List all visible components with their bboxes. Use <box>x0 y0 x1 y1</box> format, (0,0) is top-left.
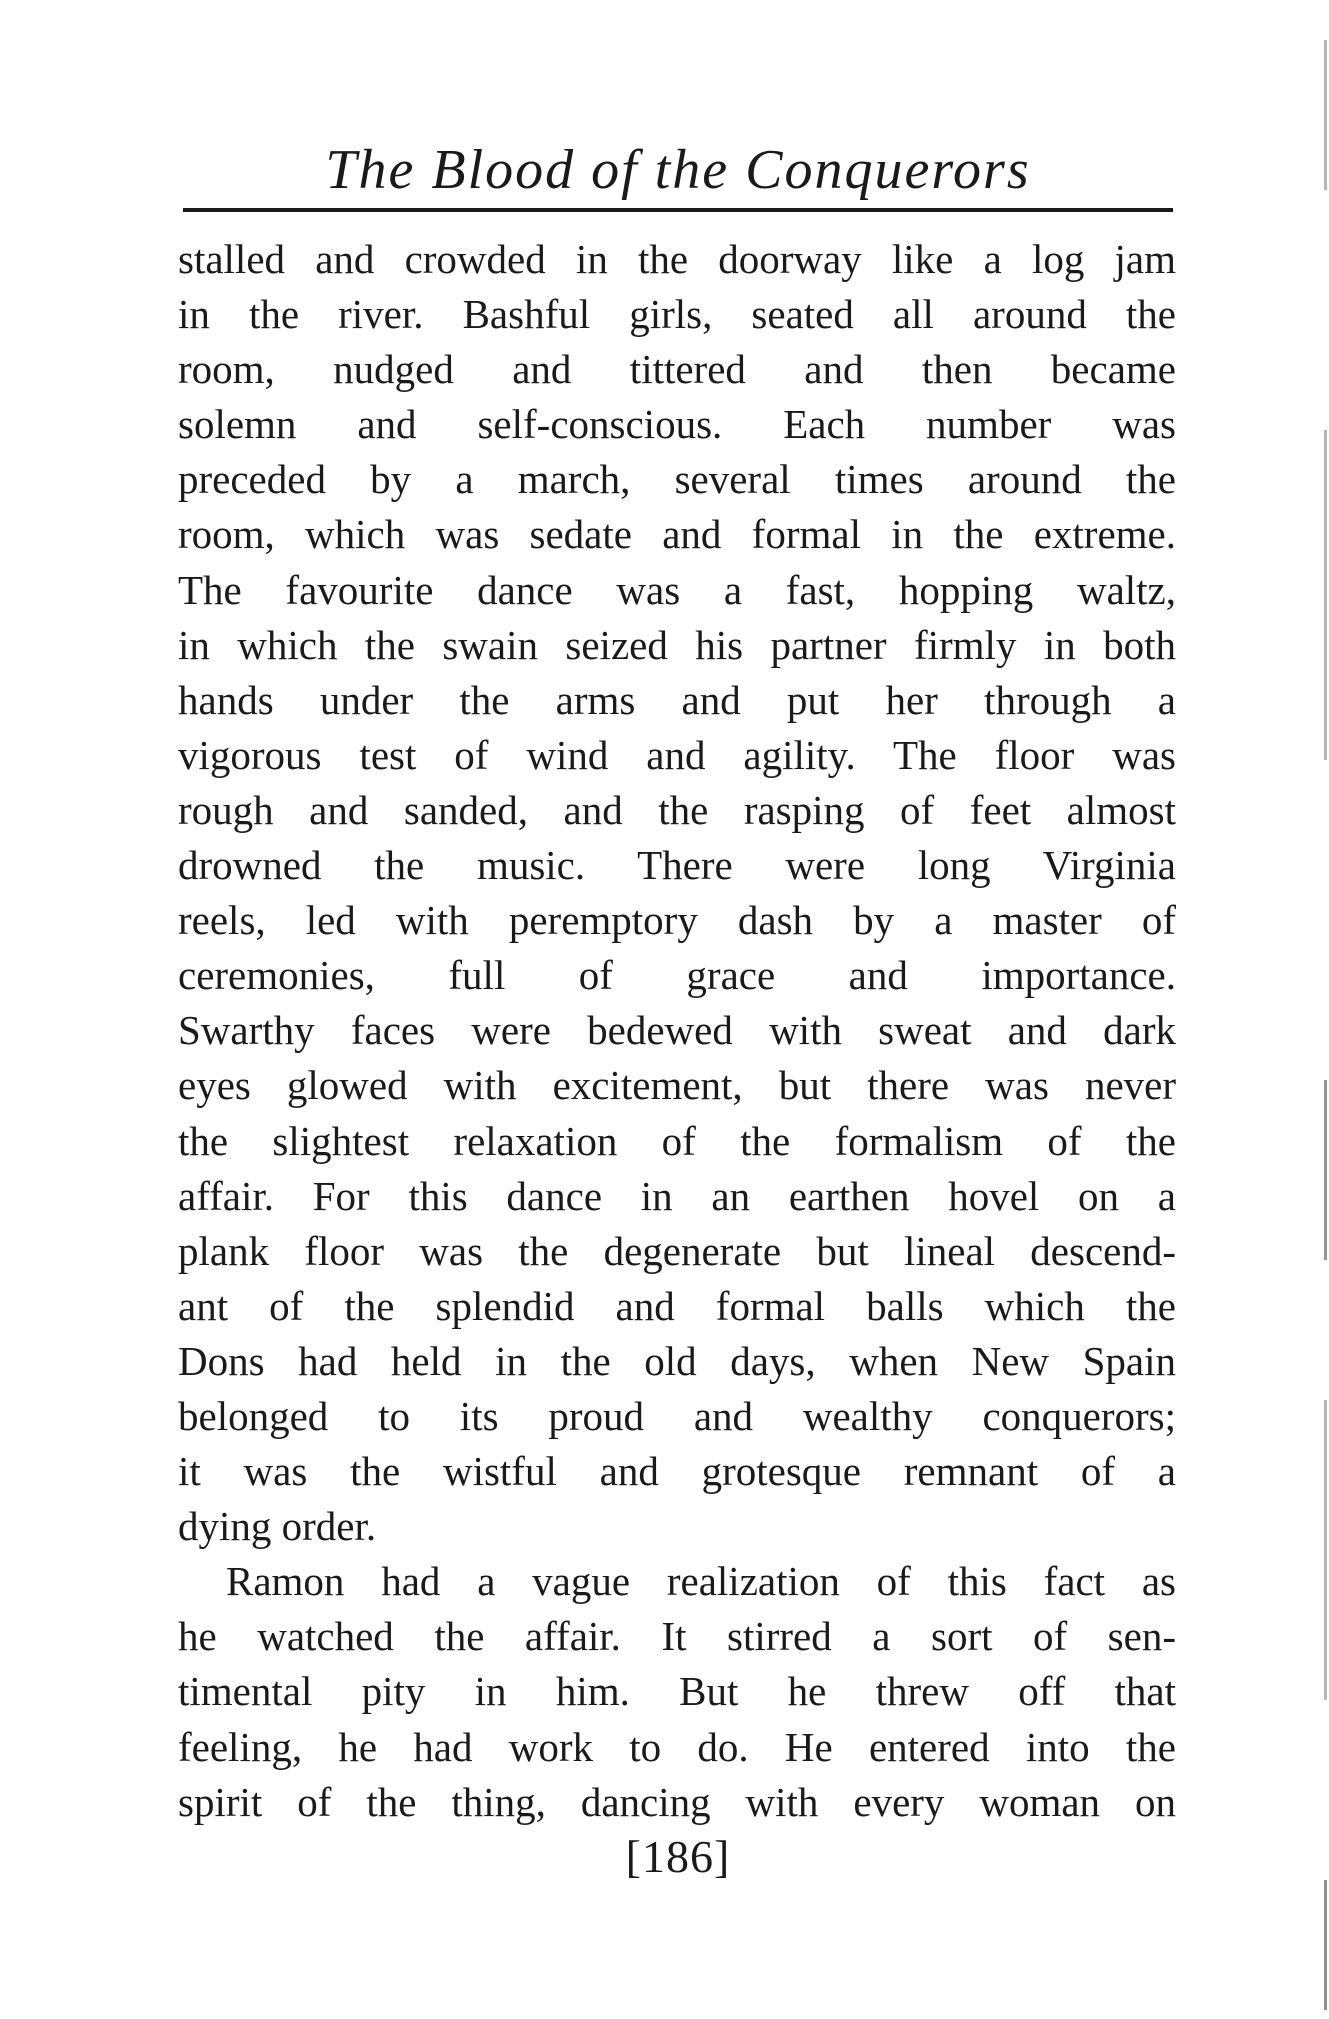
page-edge-shadow <box>1309 0 1329 2019</box>
text-line: in the river. Bashful girls, seated all around the <box>178 291 1176 338</box>
edge-mark <box>1324 1400 1327 1700</box>
text-line: reels, led with peremptory dash by a master of <box>178 897 1176 944</box>
text-line: Dons had held in the old days, when New Spain <box>178 1337 1176 1384</box>
text-line: he watched the affair. It stirred a sort of sen- <box>178 1613 1176 1660</box>
running-head: The Blood of the Conquerors <box>325 139 1031 201</box>
text-line: hands under the arms and put her through a <box>178 676 1176 723</box>
text-line: The favourite dance was a fast, hopping waltz, <box>178 566 1176 613</box>
text-line: in which the swain seized his partner firmly in both <box>178 621 1176 668</box>
text-line: eyes glowed with excitement, but there was never <box>178 1062 1176 1109</box>
text-line: plank floor was the degenerate but lineal descend- <box>178 1227 1176 1274</box>
text-line: room, nudged and tittered and then became <box>178 346 1176 393</box>
text-line: Swarthy faces were bedewed with sweat and dark <box>178 1007 1176 1054</box>
text-line: affair. For this dance in an earthen hovel on a <box>178 1172 1176 1219</box>
edge-mark <box>1324 1880 1327 2010</box>
text-line: Ramon had a vague realization of this fact as <box>226 1558 1176 1605</box>
text-line: drowned the music. There were long Virginia <box>178 842 1176 889</box>
text-line: the slightest relaxation of the formalism of the <box>178 1117 1176 1164</box>
text-line: ant of the splendid and formal balls which the <box>178 1282 1176 1329</box>
header-rule <box>183 208 1173 212</box>
edge-mark <box>1324 430 1327 760</box>
text-line: vigorous test of wind and agility. The floor was <box>178 731 1176 778</box>
text-line: solemn and self-conscious. Each number was <box>178 401 1176 448</box>
edge-mark <box>1324 40 1327 190</box>
text-line: timental pity in him. But he threw off that <box>178 1668 1176 1715</box>
text-line: feeling, he had work to do. He entered into the <box>178 1723 1176 1770</box>
text-line: stalled and crowded in the doorway like a log jam <box>178 236 1176 282</box>
page-number: [186] <box>625 1831 731 1882</box>
body-text <box>178 232 1176 1830</box>
text-line: ceremonies, full of grace and importance. <box>178 952 1176 999</box>
edge-mark <box>1324 1080 1327 1260</box>
text-line: preceded by a march, several times around the <box>178 456 1176 503</box>
text-line: dying order. <box>178 1503 377 1550</box>
text-line: it was the wistful and grotesque remnant of a <box>178 1448 1176 1495</box>
text-line: spirit of the thing, dancing with every woman on <box>178 1778 1176 1825</box>
text-line: room, which was sedate and formal in the extreme. <box>178 511 1176 558</box>
text-line: belonged to its proud and wealthy conquerors; <box>178 1392 1176 1439</box>
text-line: rough and sanded, and the rasping of feet almost <box>178 786 1176 833</box>
